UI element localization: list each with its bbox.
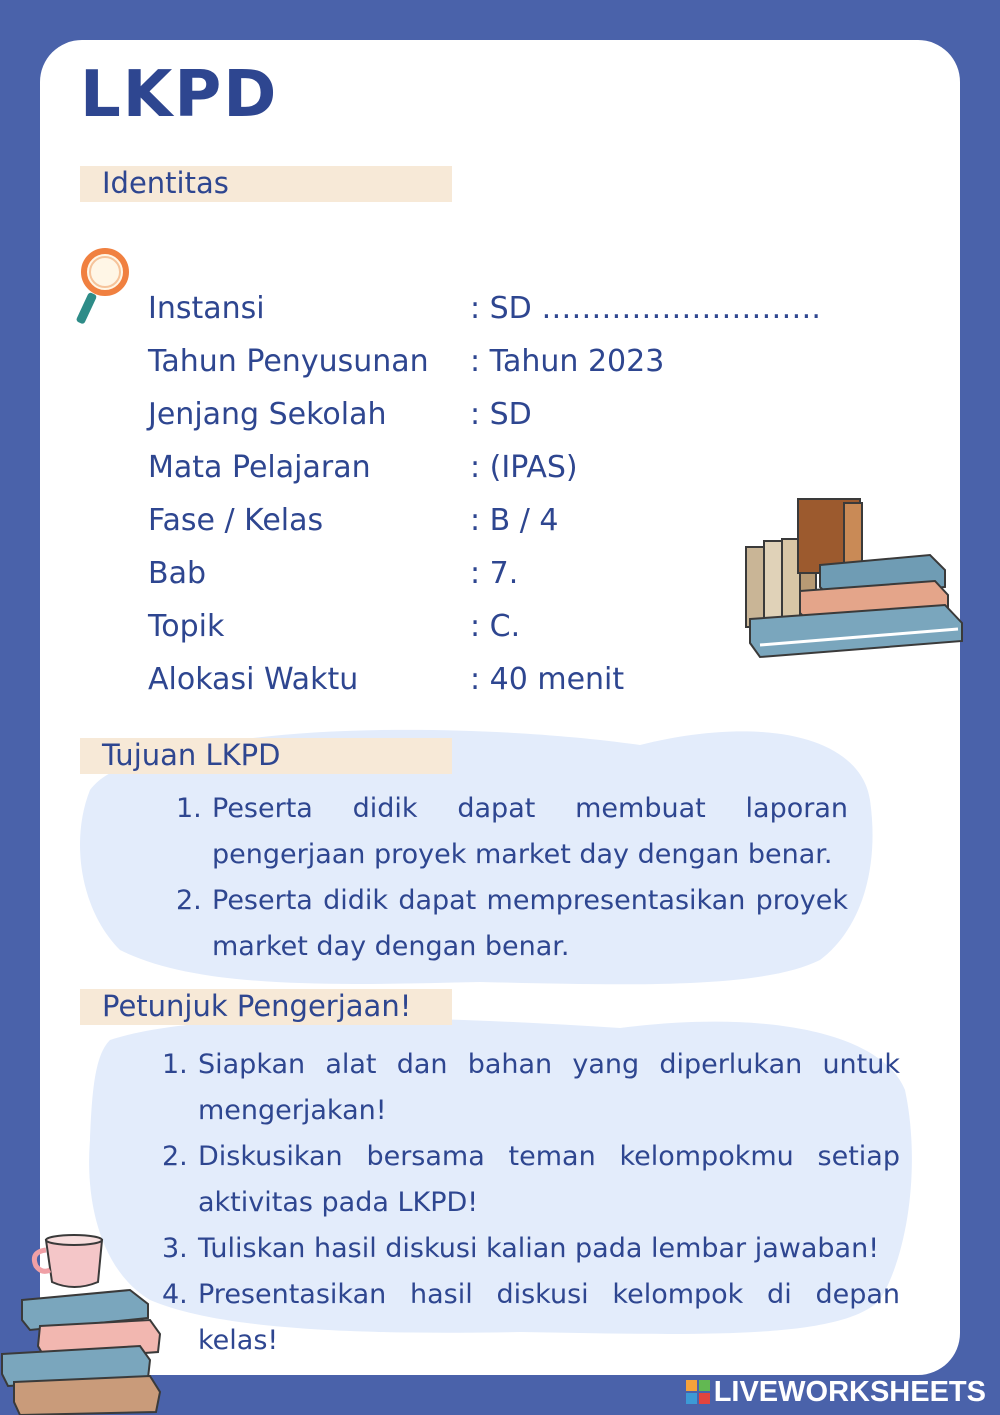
item-number: 2. [176,885,202,916]
item-number: 4. [162,1279,188,1310]
item-line: mengerjakan! [198,1095,387,1126]
page-title: LKPD [80,58,279,132]
list-item [162,1226,900,1272]
item-line: aktivitas pada LKPD! [198,1187,479,1218]
list-item [162,1134,900,1226]
item-line: Peserta didik dapat membuat laporan [212,793,848,824]
identity-label: Tahun Penyusunan [148,344,429,379]
identity-label: Fase / Kelas [148,503,324,538]
book-stack-illustration [740,495,965,665]
books-with-cup-illustration [0,1226,170,1415]
item-line: Peserta didik dapat mempresentasikan proyek [212,885,848,916]
identity-value: : C. [470,609,521,644]
identity-value: : 40 menit [470,662,625,697]
list-item [176,786,848,878]
item-line: Siapkan alat dan bahan yang diperlukan untuk [198,1049,900,1080]
section-tujuan: Tujuan LKPD [80,738,452,774]
item-line: Diskusikan bersama teman kelompokmu setiap [198,1141,900,1172]
identity-value: : Tahun 2023 [470,344,665,379]
identity-value: : SD ………………………. [470,291,821,326]
footer-brand: LIVEWORKSHEETS [713,1376,986,1408]
tujuan-list [176,786,848,970]
list-item [162,1272,900,1364]
petunjuk-list [162,1042,900,1364]
identity-label: Alokasi Waktu [148,662,359,697]
identity-label: Mata Pelajaran [148,450,371,485]
item-line: pengerjaan proyek market day dengan benar. [212,839,833,870]
identity-value: : 7. [470,556,519,591]
identity-label: Jenjang Sekolah [148,397,387,432]
item-line: market day dengan benar. [212,931,570,962]
section-identitas: Identitas [80,166,452,202]
item-number: 2. [162,1141,188,1172]
identity-label: Bab [148,556,207,591]
identity-label: Instansi [148,291,265,326]
identity-label: Topik [148,609,225,644]
list-item [176,878,848,970]
magnifier-icon [70,246,134,330]
item-number: 3. [162,1233,188,1264]
identity-value: : (IPAS) [470,450,578,485]
section-petunjuk: Petunjuk Pengerjaan! [80,989,452,1025]
item-number: 1. [162,1049,188,1080]
liveworksheets-logo [686,1376,986,1409]
liveworksheets-logo-icon [686,1380,710,1404]
identity-value: : B / 4 [470,503,559,538]
item-number: 1. [176,793,202,824]
list-item [162,1042,900,1134]
identity-value: : SD [470,397,532,432]
item-line: Presentasikan hasil diskusi kelompok di depan kelas! [198,1279,900,1356]
item-line: Tuliskan hasil diskusi kalian pada lembar jawaban! [198,1233,880,1264]
